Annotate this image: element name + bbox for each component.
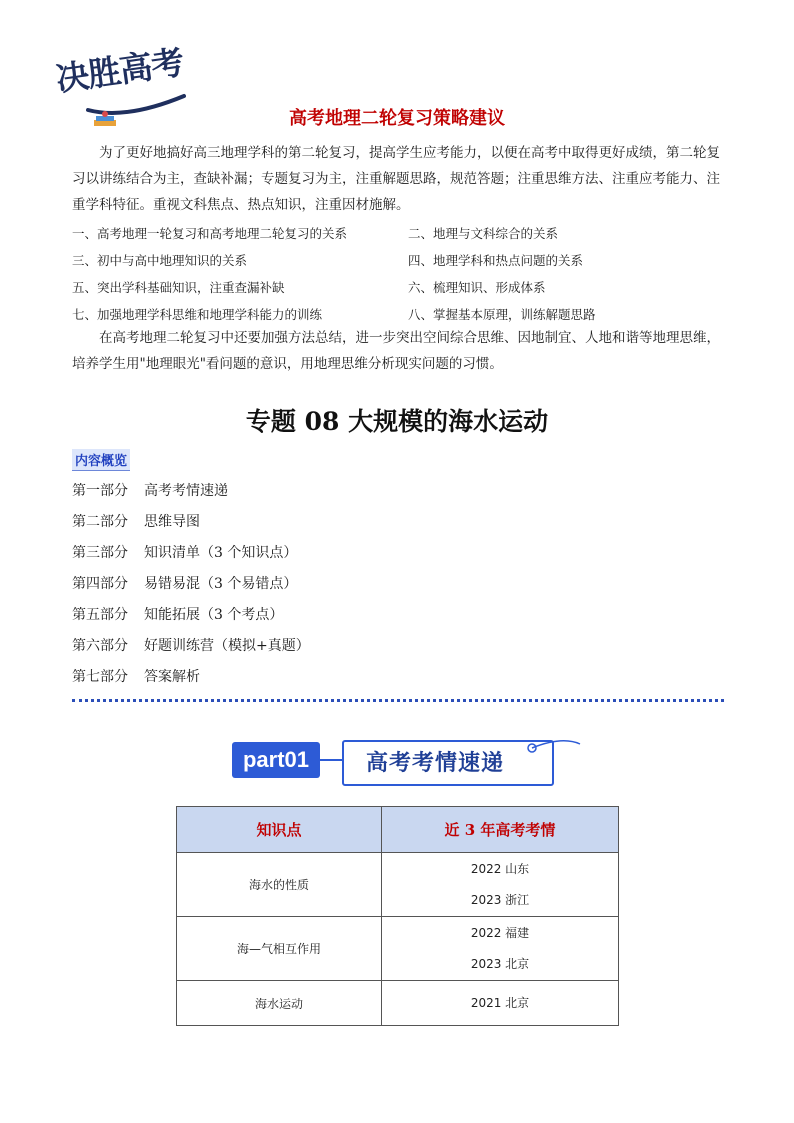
year-entry: 2023 北京	[470, 956, 530, 971]
strategy-item: 六、梳理知识、形成体系	[408, 280, 546, 295]
year-entry: 2022 山东	[470, 861, 530, 876]
strategy-item: 七、加强地理学科思维和地理学科能力的训练	[72, 307, 323, 322]
overview-label: 内容概览	[72, 449, 130, 471]
strategy-row	[72, 274, 732, 301]
part-desc: 易错易混（3 个易错点）	[144, 576, 298, 592]
part-name: 第五部分	[72, 607, 128, 623]
tag-string-icon	[232, 736, 582, 794]
strategy-row	[72, 247, 732, 274]
table-header-row	[177, 807, 619, 853]
section-divider	[72, 699, 724, 702]
strategy-item: 八、掌握基本原理，训练解题思路	[408, 307, 596, 322]
closing-paragraph: 在高考地理二轮复习中还要加强方法总结，进一步突出空间综合思维、因地制宜、人地和谐等地理思维，培养学生用"地理眼光"看问题的意识，用地理思维分析现实问题的习惯。	[72, 330, 720, 372]
page-title: 高考地理二轮复习策略建议	[289, 108, 505, 129]
table-cell-years	[382, 917, 619, 981]
logo-text: 决胜高考	[53, 42, 186, 99]
part-name: 第四部分	[72, 576, 128, 592]
strategy-item: 三、初中与高中地理知识的关系	[72, 253, 248, 268]
strategy-row	[72, 301, 732, 328]
parts-list	[72, 476, 310, 693]
list-item	[72, 600, 310, 631]
part-desc: 思维导图	[144, 514, 200, 530]
column-header: 近 3 年高考考情	[382, 807, 619, 853]
table-cell-years	[382, 853, 619, 917]
part-desc: 知能拓展（3 个考点）	[144, 607, 284, 623]
list-item	[72, 662, 310, 693]
intro-paragraph: 为了更好地搞好高三地理学科的第二轮复习，提高学生应考能力，以便在高考中取得更好成绩，第二轮复习以讲练结合为主，查缺补漏；专题复习为主，注重解题思路，规范答题；注重思维方法、注重应考能力、注重学科特征。重视文科焦点、热点知识，注重因材施解。	[72, 145, 720, 213]
part-name: 第三部分	[72, 545, 128, 561]
table-row	[177, 853, 619, 917]
table-cell-topic: 海—气相互作用	[177, 917, 382, 981]
part-name: 第六部分	[72, 638, 128, 654]
strategy-item: 五、突出学科基础知识，注重查漏补缺	[72, 280, 285, 295]
year-entry: 2021 北京	[470, 995, 530, 1010]
exam-table	[176, 806, 619, 1026]
column-header: 知识点	[177, 807, 382, 853]
list-item	[72, 507, 310, 538]
table-row	[177, 917, 619, 981]
list-item	[72, 538, 310, 569]
topic-title: 专题 08 大规模的海水运动	[245, 407, 549, 436]
part-desc: 高考考情速递	[144, 483, 228, 499]
strategy-item: 四、地理学科和热点问题的关系	[408, 253, 584, 268]
banner-label: 高考考情速递	[366, 751, 505, 776]
table-cell-topic: 海水的性质	[177, 853, 382, 917]
year-entry: 2022 福建	[470, 925, 530, 940]
part-desc: 好题训练营（模拟+真题）	[144, 638, 310, 654]
list-item	[72, 476, 310, 507]
list-item	[72, 631, 310, 662]
strategy-item: 二、地理与文科综合的关系	[408, 226, 559, 241]
strategy-row	[72, 220, 732, 247]
part-desc: 知识清单（3 个知识点）	[144, 545, 298, 561]
year-entry: 2023 浙江	[470, 892, 530, 907]
section-banner	[232, 736, 582, 794]
part-name: 第一部分	[72, 483, 128, 499]
table-row	[177, 981, 619, 1026]
strategy-item: 一、高考地理一轮复习和高考地理二轮复习的关系	[72, 226, 348, 241]
list-item	[72, 569, 310, 600]
strategy-list	[72, 220, 732, 328]
part-name: 第七部分	[72, 669, 128, 685]
part-name: 第二部分	[72, 514, 128, 530]
part-badge: part01	[232, 742, 320, 778]
table-cell-years	[382, 981, 619, 1026]
part-desc: 答案解析	[144, 669, 200, 685]
table-cell-topic: 海水运动	[177, 981, 382, 1026]
